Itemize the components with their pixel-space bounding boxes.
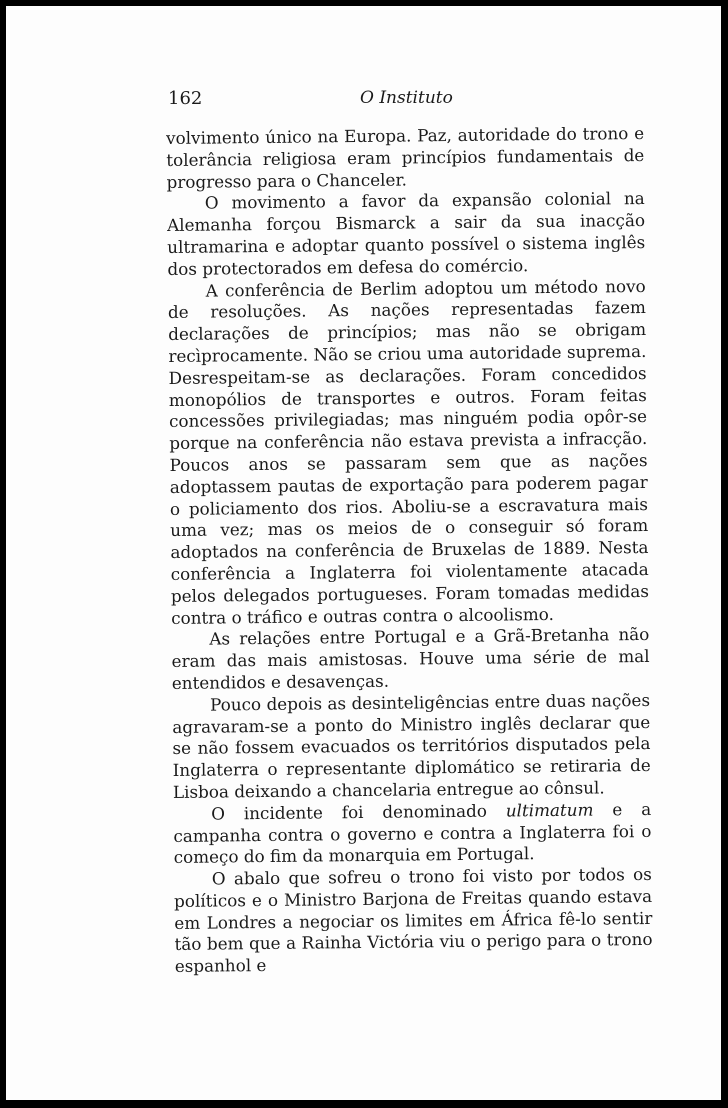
book-page <box>6 6 721 1100</box>
ultimatum-term: ultimatum <box>505 799 594 821</box>
ultimatum-text-before: O incidente foi denominado <box>211 800 506 824</box>
page-header <box>168 88 568 112</box>
ultimatum-text-after: e a campanha contra o governo e contra a Inglaterra foi o começo do fim da monarquia em Portugal. <box>173 798 652 868</box>
paragraph-ultimatum <box>173 799 652 869</box>
paragraph-throne-shock: O abalo que sofreu o trono foi visto por todos os políticos e o Ministro Barjona de Freitas quando estava em Londres a negociar os limites em África fê-lo sentir tão bem que a Rainha Victória viu o perigo para o trono espanhol e <box>173 864 653 977</box>
paragraph-disagreements: Pouco depois as desinteligências entre duas nações agravaram-se a ponto do Ministro inglês declarar que se não fossem evacuados os territórios disputados pela Inglaterra o representante diplomático se retiraria de Lisboa deixando a chancelaria entregue ao cônsul. <box>172 689 651 802</box>
body-text <box>166 123 653 978</box>
paragraph-colonial-expansion: O movimento a favor da expansão colonial na Alemanha forçou Bismarck a sair da sua inacção ultramarina e adoptar quanto possível o sistema inglês dos protectorados em defesa do comércio. <box>166 188 646 279</box>
paragraph-continuation: volvimento único na Europa. Paz, autoridade do trono e tolerância religiosa eram princípios fundamentais de progresso para o Chanceler. <box>166 122 645 192</box>
page-number: 162 <box>168 88 203 109</box>
running-title: O Instituto <box>360 88 453 108</box>
paragraph-portugal-britain-relations: As relações entre Portugal e a Grã-Bretanha não eram das mais amistosas. Houve uma série de mal entendidos e desavenças. <box>171 624 650 693</box>
paragraph-berlin-conference: A conferência de Berlim adoptou um método novo de resoluções. As nações representadas fazem declarações de princípios; mas não se obrigam recìprocamente. Não se criou uma autoridade suprema. Desrespeitam-se as declarações. Foram concedidos monopólios de transportes e outros. Foram feitas concessões privilegiadas; mas ninguém podia opôr-se porque na conferência não estava prevista a infracção. Poucos anos se passaram sem que as nações adoptassem pautas de exportação para poderem pagar o policiamento dos rios. Aboliu-se a escravatura mais uma vez; mas os meios de o conseguir só foram adoptados na conferência de Bruxelas de 1889. Nesta conferência a Inglaterra foi violentamente atacada pelos delegados portugueses. Foram tomadas medidas contra o tráfico e outras contra o alcoolismo. <box>167 275 649 628</box>
